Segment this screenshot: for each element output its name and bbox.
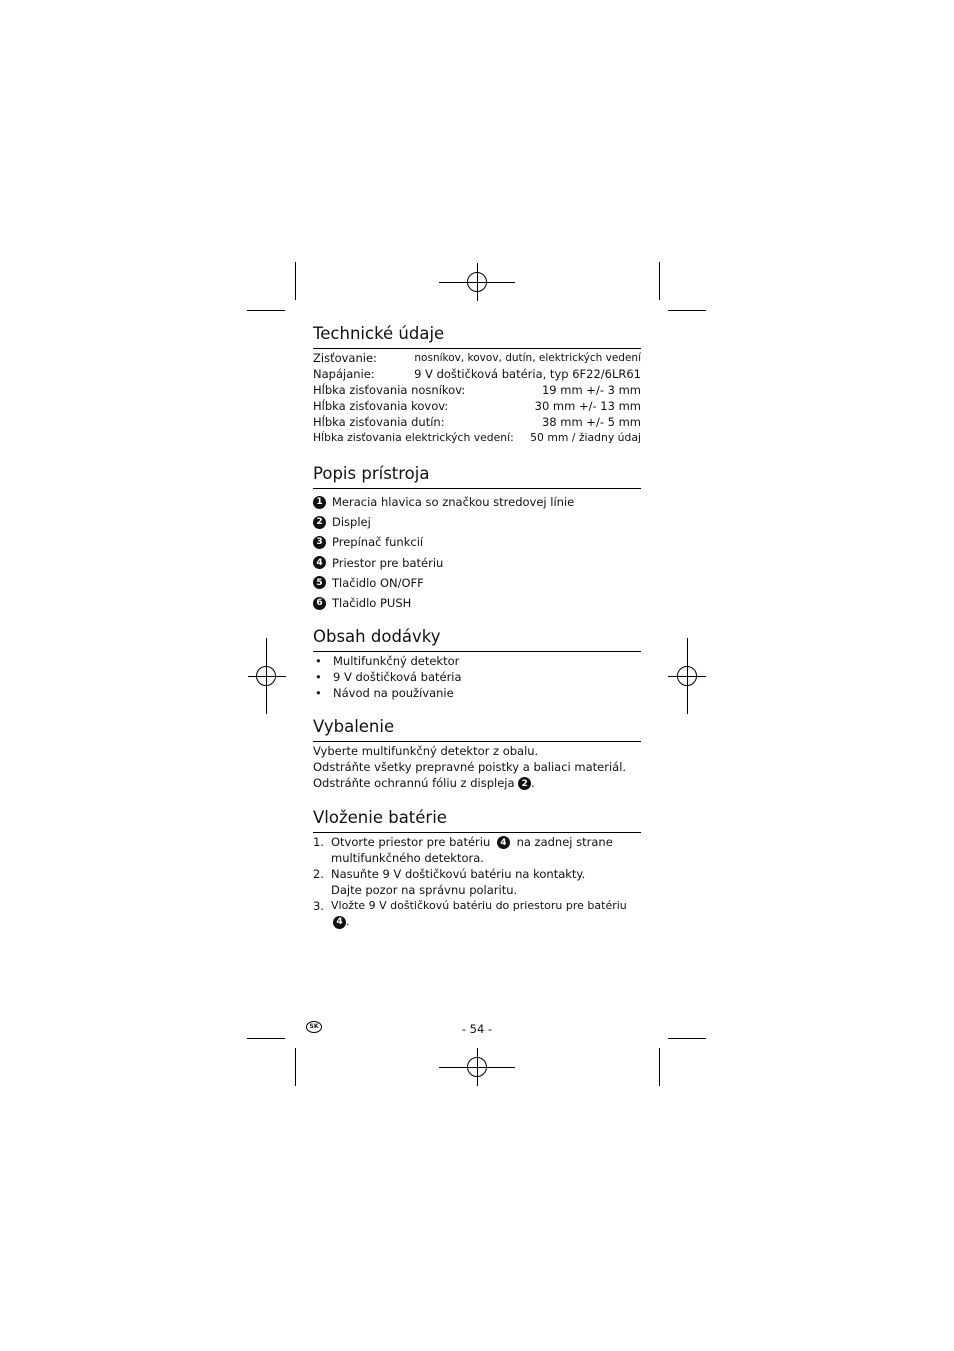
spec-value: 9 V doštičková batéria, typ 6F22/6LR61 <box>414 367 641 381</box>
bullet-icon: • <box>315 686 322 701</box>
step-number: 1. <box>313 835 324 850</box>
section-obsah-dodavky <box>313 625 641 701</box>
step-text-part: Dajte pozor na správnu polaritu. <box>331 883 518 898</box>
sentence-end: . <box>531 776 535 791</box>
text-line-with-ref <box>313 775 641 791</box>
list-item <box>313 653 641 669</box>
section-technicke-udaje <box>313 322 641 446</box>
list-item <box>313 866 641 898</box>
step-text-part: Nasuňte 9 V doštičkovú batériu na kontakty. <box>331 867 586 882</box>
step-text <box>331 866 585 898</box>
spec-label: Hĺbka zisťovania elektrických vedení: <box>313 431 514 444</box>
spec-row <box>313 430 641 446</box>
item-label: Multifunkčný detektor <box>333 654 460 669</box>
spec-row <box>313 414 641 430</box>
number-1-icon: 1 <box>313 496 326 509</box>
bullet-icon: • <box>315 670 322 685</box>
step-text-part: Vložte 9 V doštičkovú batériu do priestoru pre batériu <box>331 899 627 913</box>
part-label: Tlačidlo ON/OFF <box>332 575 424 590</box>
number-2-icon: 2 <box>313 516 326 529</box>
spec-table <box>313 350 641 446</box>
number-4-icon: 4 <box>333 916 346 929</box>
number-5-icon: 5 <box>313 576 326 589</box>
step-text-part: Otvorte priestor pre batériu <box>331 835 491 850</box>
number-4-icon: 4 <box>497 836 510 849</box>
step-text-part: . <box>346 915 350 929</box>
list-item <box>313 898 641 930</box>
step-number: 3. <box>313 899 324 914</box>
spec-value: 38 mm +/- 5 mm <box>541 415 641 429</box>
spec-row <box>313 366 641 382</box>
unpacking-text <box>313 743 641 791</box>
list-item <box>313 593 641 613</box>
section-title: Technické údaje <box>313 322 641 349</box>
spec-label: Napájanie: <box>313 367 375 381</box>
number-4-icon: 4 <box>313 556 326 569</box>
number-2-icon: 2 <box>518 777 531 790</box>
page-number: - 54 - <box>461 1022 493 1036</box>
steps-list <box>313 834 641 930</box>
list-item <box>313 492 641 512</box>
item-label: 9 V doštičková batéria <box>333 670 462 685</box>
list-item <box>313 685 641 701</box>
list-item <box>313 532 641 552</box>
spec-label: Zisťovanie: <box>313 351 377 365</box>
number-3-icon: 3 <box>313 536 326 549</box>
spec-value: 30 mm +/- 13 mm <box>534 399 641 413</box>
part-label: Meracia hlavica so značkou stredovej línie <box>332 495 575 510</box>
text-line: Odstráňte všetky prepravné poistky a baliaci materiál. <box>313 760 627 775</box>
spec-label: Hĺbka zisťovania nosníkov: <box>313 383 466 397</box>
spec-value: 19 mm +/- 3 mm <box>541 383 641 397</box>
step-text <box>331 834 613 866</box>
part-label: Prepínač funkcií <box>332 535 424 550</box>
part-label: Priestor pre batériu <box>332 555 444 570</box>
list-item <box>313 669 641 685</box>
spec-value: 50 mm / žiadny údaj <box>530 431 641 444</box>
spec-row <box>313 382 641 398</box>
step-text-part: na zadnej strane <box>516 835 613 850</box>
page-content <box>313 322 641 930</box>
spec-label: Hĺbka zisťovania dutín: <box>313 415 445 429</box>
spec-row <box>313 350 641 366</box>
section-title: Obsah dodávky <box>313 625 641 652</box>
spec-value: nosníkov, kovov, dutín, elektrických vedení <box>414 352 641 364</box>
section-title: Vloženie batérie <box>313 806 641 833</box>
spec-label: Hĺbka zisťovania kovov: <box>313 399 449 413</box>
part-label: Tlačidlo PUSH <box>332 596 412 611</box>
step-number: 2. <box>313 867 324 882</box>
list-item <box>313 553 641 573</box>
section-popis-pristroja <box>313 462 641 613</box>
part-label: Displej <box>332 515 371 530</box>
bullet-icon: • <box>315 654 322 669</box>
section-vlozenie-baterie <box>313 806 641 930</box>
list-item <box>313 834 641 866</box>
text-line: Odstráňte ochrannú fóliu z displeja <box>313 776 515 791</box>
step-text <box>331 898 641 930</box>
language-badge: SK <box>306 1021 322 1033</box>
item-label: Návod na používanie <box>333 686 454 701</box>
list-item <box>313 512 641 532</box>
parts-list <box>313 492 641 613</box>
section-title: Popis prístroja <box>313 462 641 489</box>
section-vybalenie <box>313 715 641 791</box>
text-line: Vyberte multifunkčný detektor z obalu. <box>313 744 539 759</box>
section-title: Vybalenie <box>313 715 641 742</box>
step-text-part: multifunkčného detektora. <box>331 851 484 866</box>
number-6-icon: 6 <box>313 597 326 610</box>
list-item <box>313 573 641 593</box>
spec-row <box>313 398 641 414</box>
delivery-list <box>313 653 641 701</box>
